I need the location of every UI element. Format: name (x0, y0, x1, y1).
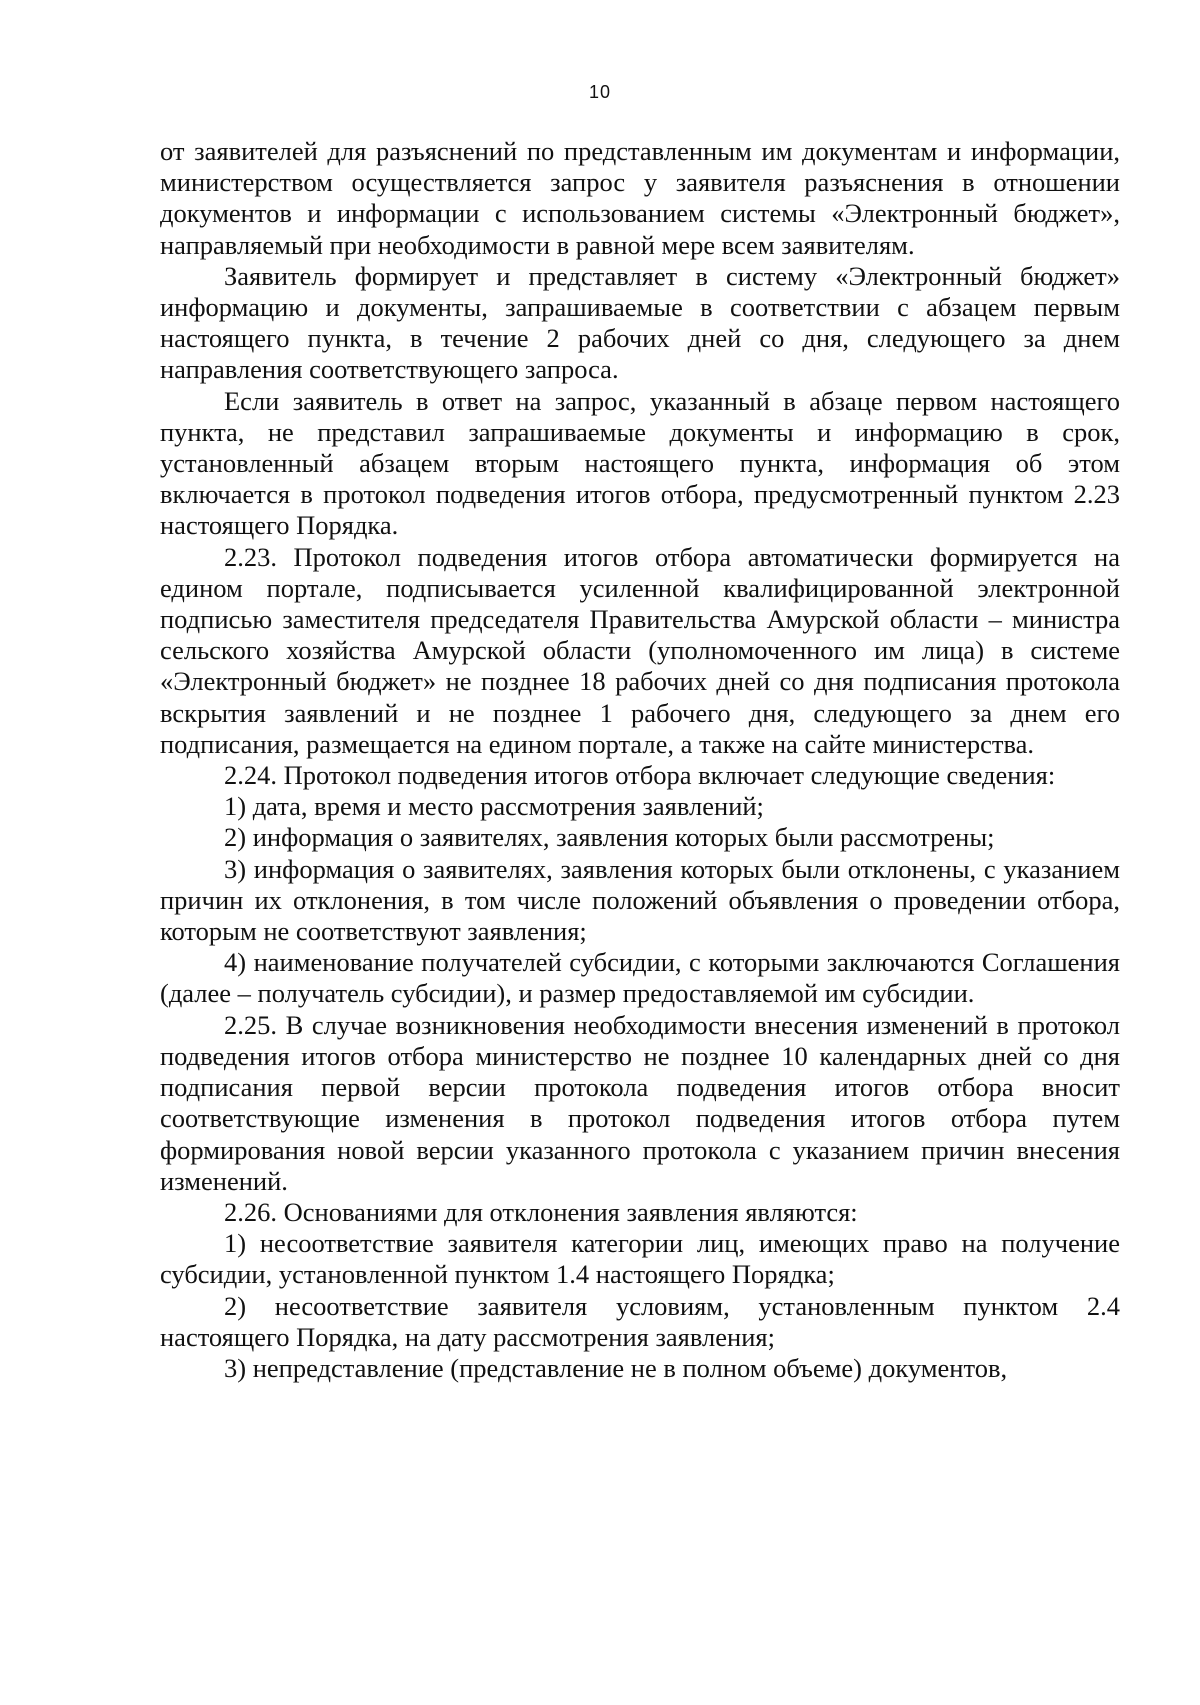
paragraph-applicant-submits: Заявитель формирует и представляет в систему «Электронный бюджет» информацию и документы, запрашиваемые в соответствии с абзацем первым настоящего пункта, в течение 2 рабочих дней со дня, следующего за днем направления соответствующего запроса. (160, 260, 1120, 385)
document-body (160, 136, 1120, 1384)
paragraph-if-not-submitted: Если заявитель в ответ на запрос, указанный в абзаце первом настоящего пункта, не представил запрашиваемые документы и информацию в срок, установленный абзацем вторым настоящего пункта, информация об этом включается в протокол подведения итогов отбора, предусмотренный пунктом 2.23 настоящего Порядка. (160, 385, 1120, 541)
paragraph-clause-2-25: 2.25. В случае возникновения необходимости внесения изменений в протокол подведения итогов отбора министерство не позднее 10 календарных дней со дня подписания первой версии протокола подведения итогов отбора вносит соответствующие изменения в протокол подведения итогов отбора путем формирования новой версии указанного протокола с указанием причин внесения изменений. (160, 1009, 1120, 1196)
list-item-2-24-3: 3) информация о заявителях, заявления которых были отклонены, с указанием причин их отклонения, в том числе положений объявления о проведении отбора, которым не соответствуют заявления; (160, 853, 1120, 947)
paragraph-clause-2-23: 2.23. Протокол подведения итогов отбора автоматически формируется на едином портале, подписывается усиленной квалифицированной электронной подписью заместителя председателя Правительства Амурской области – министра сельского хозяйства Амурской области (уполномоченного им лица) в системе «Электронный бюджет» не позднее 18 рабочих дней со дня подписания протокола вскрытия заявлений и не позднее 1 рабочего дня, следующего за днем его подписания, размещается на едином портале, а также на сайте министерства. (160, 541, 1120, 759)
list-item-2-24-1: 1) дата, время и место рассмотрения заявлений; (224, 791, 764, 822)
list-item-2-26-2: 2) несоответствие заявителя условиям, установленным пунктом 2.4 настоящего Порядка, на дату рассмотрения заявления; (160, 1290, 1120, 1352)
list-item-2-26-1: 1) несоответствие заявителя категории лиц, имеющих право на получение субсидии, установленной пунктом 1.4 настоящего Порядка; (160, 1228, 1120, 1290)
paragraph-clause-2-26: 2.26. Основаниями для отклонения заявления являются: (224, 1196, 858, 1227)
paragraph-clause-2-24: 2.24. Протокол подведения итогов отбора включает следующие сведения: (224, 760, 1056, 791)
list-item-2-24-4: 4) наименование получателей субсидии, с которыми заключаются Соглашения (далее – получатель субсидии), и размер предоставляемой им субсидии. (160, 947, 1120, 1009)
page-number: 10 (588, 82, 612, 102)
list-item-2-24-2: 2) информация о заявителях, заявления которых были рассмотрены; (224, 822, 995, 853)
paragraph-continuation: от заявителей для разъяснений по представленным им документам и информации, министерством осуществляется запрос у заявителя разъяснения в отношении документов и информации с использованием системы «Электронный бюджет», направляемый при необходимости в равной мере всем заявителям. (160, 136, 1120, 260)
list-item-2-26-3: 3) непредставление (представление не в полном объеме) документов, (224, 1352, 1008, 1383)
